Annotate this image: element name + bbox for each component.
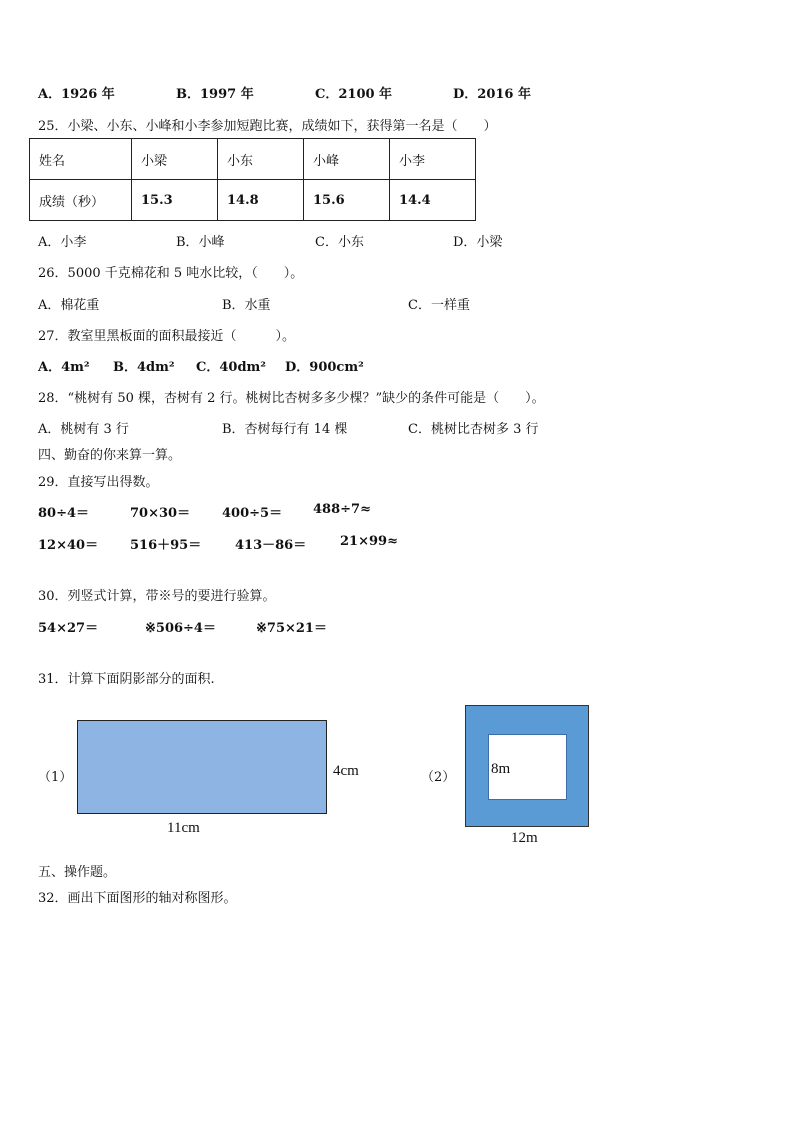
- q32-question: 32．画出下面图形的轴对称图形。: [38, 891, 237, 906]
- q30-item: 54×27＝: [38, 621, 99, 636]
- section-five-heading: 五、操作题。: [38, 865, 117, 880]
- q27-option-b: B．4dm²: [113, 360, 175, 375]
- inner-white-square: [488, 734, 567, 800]
- q31-question: 31．计算下面阴影部分的面积.: [38, 672, 215, 687]
- table-row: [30, 139, 476, 180]
- q29-item: 488÷7≈: [313, 502, 371, 517]
- section-four-heading: 四、勤奋的你来算一算。: [38, 448, 182, 463]
- q29-item: 413－86＝: [235, 538, 307, 553]
- table-cell: 15.6: [304, 180, 390, 221]
- q26-option-b: B．水重: [222, 298, 271, 313]
- q28-option-b: B．杏树每行有 14 棵: [222, 422, 348, 437]
- table-row: [30, 180, 476, 221]
- shaded-rectangle: [77, 720, 327, 814]
- q29-item: 70×30＝: [130, 506, 191, 521]
- q25-option-d: D．小梁: [453, 235, 503, 250]
- rectangle-width-label: 11cm: [167, 820, 200, 836]
- shaded-square-outer: [465, 705, 589, 827]
- table-cell: 成绩（秒）: [30, 180, 132, 221]
- q27-option-d: D．900cm²: [285, 360, 364, 375]
- q26-option-a: A．棉花重: [38, 298, 100, 313]
- table-cell: 姓名: [30, 139, 132, 180]
- q25-question: 25．小梁、小东、小峰和小李参加短跑比赛，成绩如下，获得第一名是（ ）: [38, 119, 497, 134]
- table-cell: 15.3: [132, 180, 218, 221]
- q25-option-a: A．小李: [38, 235, 87, 250]
- q29-item: 516＋95＝: [130, 538, 202, 553]
- table-cell: 小李: [390, 139, 476, 180]
- q28-question: 28．“桃树有 50 棵，杏树有 2 行。桃树比杏树多多少棵？”缺少的条件可能是（ ）。: [38, 391, 545, 406]
- q28-option-a: A．桃树有 3 行: [38, 422, 129, 437]
- q26-question: 26．5000 千克棉花和 5 吨水比较，（ ）。: [38, 266, 304, 281]
- inner-square-label: 8m: [491, 761, 511, 777]
- q29-item: 80÷4＝: [38, 506, 90, 521]
- table-cell: 小东: [218, 139, 304, 180]
- q30-question: 30．列竖式计算，带※号的要进行验算。: [38, 589, 276, 604]
- q24-option-a: A．1926 年: [38, 87, 115, 102]
- q26-option-c: C．一样重: [408, 298, 470, 313]
- table-cell: 14.8: [218, 180, 304, 221]
- figure-2-label: （2）: [421, 770, 456, 785]
- rectangle-height-label: 4cm: [333, 763, 359, 779]
- q30-item: ※506÷4＝: [145, 621, 216, 636]
- scores-table: [29, 138, 476, 221]
- q27-option-a: A．4m²: [38, 360, 90, 375]
- q24-option-d: D．2016 年: [453, 87, 531, 102]
- q27-question: 27．教室里黑板面的面积最接近（ ）。: [38, 329, 296, 344]
- q29-item: 21×99≈: [340, 534, 398, 549]
- q29-item: 400÷5＝: [222, 506, 283, 521]
- outer-square-label: 12m: [511, 830, 538, 846]
- q29-question: 29．直接写出得数。: [38, 475, 159, 490]
- q30-item: ※75×21＝: [256, 621, 327, 636]
- q25-option-b: B．小峰: [176, 235, 225, 250]
- figure-1-label: （1）: [38, 770, 73, 785]
- table-cell: 14.4: [390, 180, 476, 221]
- q27-option-c: C．40dm²: [196, 360, 266, 375]
- q28-option-c: C．桃树比杏树多 3 行: [408, 422, 539, 437]
- q25-option-c: C．小东: [315, 235, 364, 250]
- q29-item: 12×40＝: [38, 538, 99, 553]
- q24-option-b: B．1997 年: [176, 87, 254, 102]
- q24-option-c: C．2100 年: [315, 87, 393, 102]
- table-cell: 小梁: [132, 139, 218, 180]
- table-cell: 小峰: [304, 139, 390, 180]
